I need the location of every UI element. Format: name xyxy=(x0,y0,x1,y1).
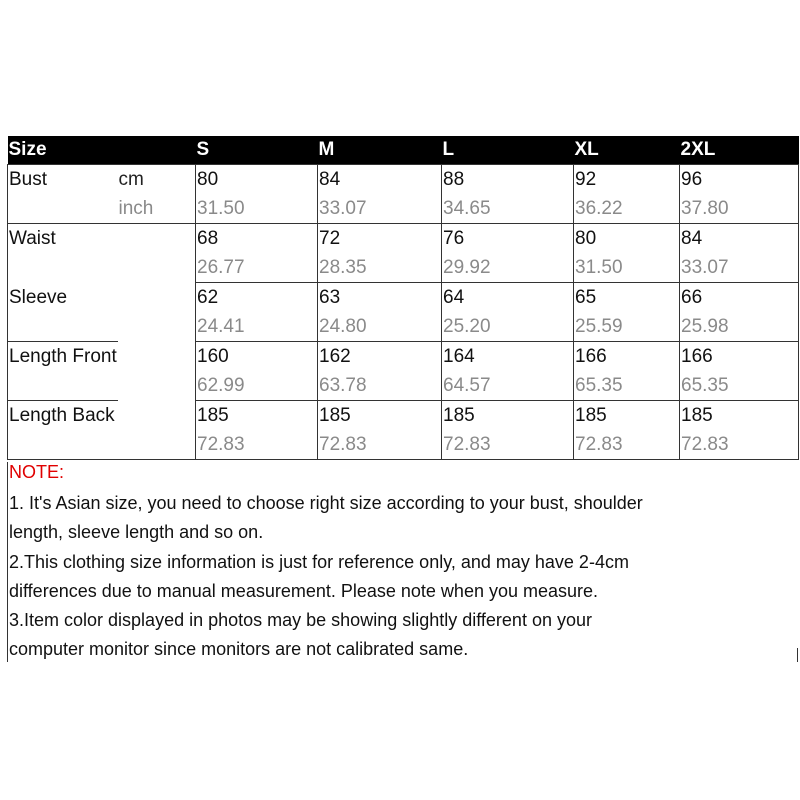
value-cell xyxy=(680,283,799,342)
note-line-2: length, sleeve length and so on. xyxy=(9,522,264,542)
size-header-l: L xyxy=(442,136,574,165)
unit-cell-empty xyxy=(118,401,196,460)
inch-value: 24.80 xyxy=(319,316,367,337)
table-row-length-front xyxy=(8,342,799,401)
cm-value: 76 xyxy=(443,228,465,249)
inch-value: 25.59 xyxy=(575,316,623,337)
inch-value: 72.83 xyxy=(319,434,367,455)
cm-value: 185 xyxy=(443,405,475,426)
value-cell xyxy=(680,401,799,460)
inch-value: 65.35 xyxy=(575,375,623,396)
value-cell xyxy=(318,283,442,342)
value-cell xyxy=(574,165,680,224)
cm-value: 64 xyxy=(443,287,465,308)
row-label: Sleeve xyxy=(8,283,118,342)
cm-value: 185 xyxy=(575,405,607,426)
value-cell xyxy=(318,342,442,401)
header-row xyxy=(8,136,799,165)
cm-value: 92 xyxy=(575,169,597,190)
value-cell xyxy=(574,283,680,342)
cm-value: 84 xyxy=(319,169,341,190)
value-cell xyxy=(318,224,442,283)
inch-value: 31.50 xyxy=(197,198,245,219)
unit-cm: cm xyxy=(118,169,144,190)
value-cell xyxy=(196,342,318,401)
size-header-xl: XL xyxy=(574,136,680,165)
size-chart-table xyxy=(7,136,799,460)
note-line-1: 1. It's Asian size, you need to choose right size according to your bust, shoulder xyxy=(9,493,643,513)
cm-value: 96 xyxy=(681,169,703,190)
cm-value: 80 xyxy=(197,169,219,190)
value-cell xyxy=(574,401,680,460)
unit-header-spacer xyxy=(118,136,196,165)
cm-value: 84 xyxy=(681,228,703,249)
value-cell xyxy=(318,401,442,460)
inch-value: 62.99 xyxy=(197,375,245,396)
cm-value: 185 xyxy=(197,405,229,426)
inch-value: 24.41 xyxy=(197,316,245,337)
size-header-m: M xyxy=(318,136,442,165)
inch-value: 25.98 xyxy=(681,316,729,337)
unit-cell-empty xyxy=(118,224,196,342)
cm-value: 166 xyxy=(575,346,607,367)
inch-value: 29.92 xyxy=(443,257,491,278)
inch-value: 72.83 xyxy=(681,434,729,455)
value-cell xyxy=(680,165,799,224)
note-line-3: 2.This clothing size information is just for reference only, and may have 2-4cm xyxy=(9,552,629,572)
inch-value: 64.57 xyxy=(443,375,491,396)
unit-cell-empty xyxy=(118,342,196,401)
size-header-2xl: 2XL xyxy=(680,136,799,165)
value-cell xyxy=(680,224,799,283)
size-header-label: Size xyxy=(8,136,118,165)
row-label: Waist xyxy=(8,224,118,283)
value-cell xyxy=(318,165,442,224)
note-line-5: 3.Item color displayed in photos may be showing slightly different on your xyxy=(9,610,592,630)
table-row-length-back xyxy=(8,401,799,460)
unit-inch: inch xyxy=(118,198,154,219)
value-cell xyxy=(196,283,318,342)
inch-value: 72.83 xyxy=(197,434,245,455)
note-line-6: computer monitor since monitors are not calibrated same. xyxy=(9,639,469,659)
cm-value: 68 xyxy=(197,228,219,249)
border-tick xyxy=(797,648,798,662)
value-cell xyxy=(574,342,680,401)
value-cell xyxy=(196,165,318,224)
note-line-4: differences due to manual measurement. Please note when you measure. xyxy=(9,581,599,601)
size-header-s: S xyxy=(196,136,318,165)
inch-value: 28.35 xyxy=(319,257,367,278)
cm-value: 88 xyxy=(443,169,465,190)
value-cell xyxy=(442,283,574,342)
inch-value: 26.77 xyxy=(197,257,245,278)
cm-value: 65 xyxy=(575,287,597,308)
value-cell xyxy=(196,401,318,460)
inch-value: 63.78 xyxy=(319,375,367,396)
cm-value: 80 xyxy=(575,228,597,249)
row-label: Length Front xyxy=(8,342,118,401)
inch-value: 33.07 xyxy=(681,257,729,278)
value-cell xyxy=(442,342,574,401)
row-label: Bust xyxy=(8,165,118,224)
notes-section xyxy=(7,462,799,662)
value-cell xyxy=(196,224,318,283)
inch-value: 37.80 xyxy=(681,198,729,219)
cm-value: 160 xyxy=(197,346,229,367)
value-cell xyxy=(442,165,574,224)
inch-value: 72.83 xyxy=(575,434,623,455)
note-title: NOTE: xyxy=(9,462,65,482)
inch-value: 36.22 xyxy=(575,198,623,219)
inch-value: 65.35 xyxy=(681,375,729,396)
inch-value: 33.07 xyxy=(319,198,367,219)
table-row-waist xyxy=(8,224,799,283)
cm-value: 72 xyxy=(319,228,341,249)
value-cell xyxy=(680,342,799,401)
cm-value: 162 xyxy=(319,346,351,367)
row-label: Length Back xyxy=(8,401,118,460)
cm-value: 62 xyxy=(197,287,219,308)
cm-value: 166 xyxy=(681,346,713,367)
value-cell xyxy=(442,401,574,460)
table-row-bust xyxy=(8,165,799,224)
inch-value: 72.83 xyxy=(443,434,491,455)
value-cell xyxy=(574,224,680,283)
value-cell xyxy=(442,224,574,283)
inch-value: 25.20 xyxy=(443,316,491,337)
inch-value: 34.65 xyxy=(443,198,491,219)
cm-value: 185 xyxy=(319,405,351,426)
unit-cell xyxy=(118,165,196,224)
inch-value: 31.50 xyxy=(575,257,623,278)
cm-value: 63 xyxy=(319,287,341,308)
cm-value: 66 xyxy=(681,287,703,308)
cm-value: 185 xyxy=(681,405,713,426)
cm-value: 164 xyxy=(443,346,475,367)
